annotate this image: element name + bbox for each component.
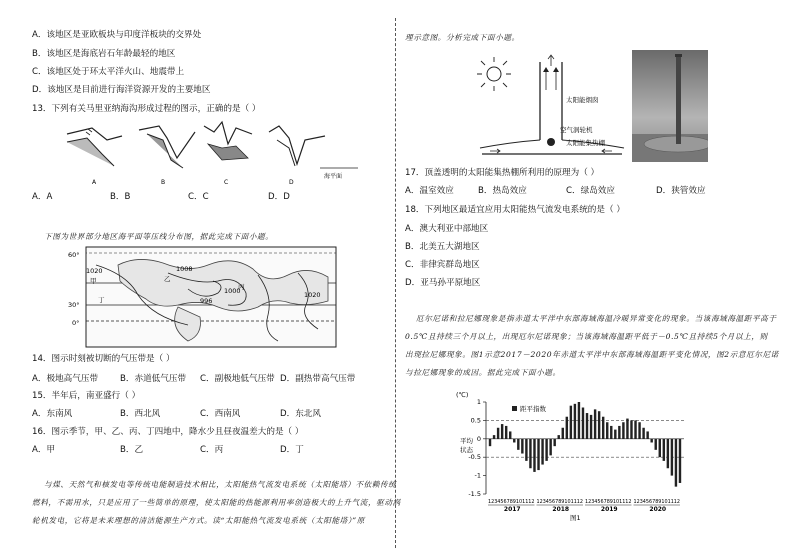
anomaly-bar bbox=[610, 426, 612, 439]
passage-left-line-1: 与煤、天然气和核发电等传统电能制造技术相比，太阳能热气流发电系统（太阳能塔）不依赖传统 bbox=[44, 480, 397, 489]
q17-option-a: A．温室效应 bbox=[405, 186, 454, 196]
anomaly-bar bbox=[574, 404, 576, 439]
map-lat-60: 60° bbox=[68, 251, 80, 259]
anomaly-bar bbox=[545, 439, 547, 461]
q13-label-c: C bbox=[224, 179, 229, 186]
question-13: 13．下列有关马里亚纳海沟形成过程的图示，正确的是（ ） bbox=[32, 104, 261, 114]
x-tick-months: 123456789101112 bbox=[585, 499, 632, 505]
q16-option-c: C．丙 bbox=[200, 445, 224, 455]
map-lat-30: 30° bbox=[68, 301, 80, 309]
isobar-map bbox=[68, 245, 338, 350]
solar-tower-diagram bbox=[472, 50, 632, 165]
map-isobar-996: 996 bbox=[200, 297, 213, 305]
anomaly-bar bbox=[646, 431, 648, 438]
question-17: 17．顶盖透明的太阳能集热棚所利用的原理为（ ） bbox=[405, 168, 600, 178]
q17-option-c: C．绿岛效应 bbox=[566, 186, 615, 196]
intro-continuation: 理示意图。分析完成下面小题。 bbox=[405, 33, 520, 42]
q13-option-a: A．A bbox=[32, 192, 53, 202]
anomaly-bar bbox=[659, 439, 661, 457]
q14-option-d: D．副热带高气压带 bbox=[280, 374, 356, 384]
anomaly-bar bbox=[517, 439, 519, 450]
label-solar-collector: 太阳能集热棚 bbox=[566, 139, 605, 147]
q13-diagram-c bbox=[204, 122, 252, 186]
anomaly-bar bbox=[655, 439, 657, 450]
anomaly-bar bbox=[553, 439, 555, 446]
map-isobar-1000: 1000 bbox=[224, 287, 241, 295]
anomaly-bar bbox=[606, 422, 608, 439]
anomaly-bar bbox=[562, 428, 564, 439]
q18-option-a: A．澳大利亚中部地区 bbox=[405, 224, 489, 234]
x-year-label: 2017 bbox=[503, 506, 521, 513]
q13-label-b: B bbox=[161, 179, 166, 186]
y-tick-label: -1.5 bbox=[468, 490, 481, 498]
solar-tower-photo bbox=[632, 50, 708, 162]
chart-year-labels bbox=[488, 505, 680, 513]
anomaly-bar bbox=[663, 439, 665, 461]
x-tick-months: 123456789101112 bbox=[536, 499, 583, 505]
passage-right-line-1: 厄尔尼诺和拉尼娜现象是指赤道太平洋中东部海域海温冷暖异常变化的现象。当该海域海温距平高于 bbox=[416, 314, 777, 323]
x-tick-months: 123456789101112 bbox=[633, 499, 680, 505]
y-tick-label: -0.5 bbox=[468, 453, 481, 462]
passage-left-line-2: 燃料，不需用水，只是应用了一些简单的原理，使太阳能的热能源利用率创造极大的上升气流，驱动涡 bbox=[32, 498, 401, 507]
anomaly-bar bbox=[489, 439, 491, 446]
anomaly-bar bbox=[529, 439, 531, 468]
y-tick-label: -1 bbox=[474, 471, 481, 480]
anomaly-bar bbox=[598, 411, 600, 439]
x-tick-months: 123456789101112 bbox=[488, 499, 535, 505]
q15-option-a: A．东南风 bbox=[32, 409, 73, 419]
column-divider bbox=[395, 18, 396, 548]
anomaly-bar bbox=[497, 428, 499, 439]
q18-option-d: D．亚马孙平原地区 bbox=[405, 278, 481, 288]
map-point-yi: 乙 bbox=[164, 275, 171, 283]
q16-option-d: D．丁 bbox=[280, 445, 304, 455]
y-tick-label: 1 bbox=[476, 398, 481, 406]
map-isobar-1008: 1008 bbox=[176, 265, 193, 273]
sun-icon bbox=[477, 57, 511, 91]
q13-option-b: B．B bbox=[110, 192, 131, 202]
chart-x-ticks bbox=[488, 499, 680, 505]
q12-option-c: C．该地区处于环太平洋火山、地震带上 bbox=[32, 67, 185, 77]
anomaly-bar bbox=[566, 417, 568, 439]
anomaly-bar bbox=[667, 439, 669, 468]
anomaly-bar bbox=[537, 439, 539, 470]
anomaly-bar bbox=[570, 406, 572, 439]
anomaly-bar bbox=[602, 417, 604, 439]
q18-option-b: B．北美五大湖地区 bbox=[405, 242, 480, 252]
chart-reference-lines bbox=[486, 420, 684, 457]
x-year-label: 2020 bbox=[649, 506, 667, 513]
x-year-label: 2018 bbox=[552, 506, 570, 513]
anomaly-bar bbox=[630, 420, 632, 438]
q14-option-b: B．赤道低气压带 bbox=[120, 374, 187, 384]
question-18: 18．下列地区最适宜应用太阳能热气流发电系统的是（ ） bbox=[405, 205, 625, 215]
anomaly-bar bbox=[614, 430, 616, 439]
q14-option-c: C．副极地低气压带 bbox=[200, 374, 275, 384]
sst-anomaly-chart bbox=[452, 388, 692, 523]
label-air-turbine: 空气涡轮机 bbox=[560, 126, 593, 134]
anomaly-bar bbox=[594, 409, 596, 438]
anomaly-bar bbox=[671, 439, 673, 476]
anomaly-bar bbox=[533, 439, 535, 472]
anomaly-bar bbox=[521, 439, 523, 454]
map-point-jia: 甲 bbox=[90, 277, 97, 285]
anomaly-bar bbox=[638, 422, 640, 439]
map-intro: 下图为世界部分地区海平面等压线分布图，据此完成下面小题。 bbox=[44, 232, 274, 241]
question-16: 16．图示季节，甲、乙、丙、丁四地中，降水少且昼夜温差大的是（ ） bbox=[32, 427, 304, 437]
anomaly-bar bbox=[505, 426, 507, 439]
anomaly-bar bbox=[675, 439, 677, 487]
q17-option-d: D．狭管效应 bbox=[656, 186, 706, 196]
chart-bars bbox=[489, 402, 681, 487]
q14-option-a: A．极地高气压带 bbox=[32, 374, 99, 384]
anomaly-bar bbox=[586, 413, 588, 439]
anomaly-bar bbox=[558, 435, 560, 439]
anomaly-bar bbox=[582, 408, 584, 439]
q13-figure bbox=[62, 118, 362, 190]
map-lat-0: 0° bbox=[72, 319, 80, 327]
q15-option-b: B．西北风 bbox=[120, 409, 161, 419]
anomaly-bar bbox=[525, 439, 527, 461]
passage-right-line-4: 与拉尼娜现象的成因。据此完成下面小题。 bbox=[405, 368, 561, 377]
x-year-label: 2019 bbox=[600, 506, 618, 513]
anomaly-bar bbox=[493, 435, 495, 439]
q13-label-a: A bbox=[92, 179, 97, 186]
anomaly-bar bbox=[590, 415, 592, 439]
q13-option-d: D．D bbox=[268, 192, 290, 202]
q16-option-b: B．乙 bbox=[120, 445, 144, 455]
passage-right-line-3: 出现拉尼娜现象。图1示意2017－2020年赤道太平洋中东部海域海温距平变化情况，图2示意厄尔尼诺 bbox=[405, 350, 779, 359]
q15-option-c: C．西南风 bbox=[200, 409, 241, 419]
anomaly-bar bbox=[513, 439, 515, 443]
chart-y-unit: (℃) bbox=[456, 391, 469, 399]
anomaly-bar bbox=[549, 439, 551, 456]
q13-diagram-b bbox=[139, 126, 195, 186]
anomaly-bar bbox=[650, 439, 652, 443]
anomaly-bar bbox=[679, 439, 681, 483]
q17-option-b: B．热岛效应 bbox=[478, 186, 527, 196]
normal-state-label-1: 平均 bbox=[460, 437, 473, 445]
chart-caption: 图1 bbox=[570, 514, 581, 522]
label-solar-chimney: 太阳能烟囱 bbox=[566, 96, 599, 104]
anomaly-bar bbox=[501, 424, 503, 439]
q16-option-a: A．甲 bbox=[32, 445, 56, 455]
q15-option-d: D．东北风 bbox=[280, 409, 321, 419]
q12-option-d: D．该地区是目前进行海洋资源开发的主要地区 bbox=[32, 85, 211, 95]
q13-diagram-d bbox=[269, 126, 325, 186]
y-tick-label: 0 bbox=[476, 434, 481, 443]
passage-right-line-2: 0.5℃且持续三个月以上，出现厄尔尼诺现象；当该海域海温距平低于－0.5℃且持续5个月以上，则 bbox=[405, 332, 768, 341]
chart-legend-label: 距平指数 bbox=[520, 405, 546, 413]
anomaly-bar bbox=[509, 431, 511, 438]
y-tick-label: 0.5 bbox=[470, 416, 481, 425]
anomaly-bar bbox=[634, 420, 636, 438]
normal-state-label-2: 状态 bbox=[460, 446, 473, 454]
anomaly-bar bbox=[642, 428, 644, 439]
passage-left-line-3: 轮机发电，它将是未来理想的清洁能源生产方式。读“太阳能热气流发电系统（太阳能塔）”原 bbox=[32, 516, 365, 525]
map-point-ding: 丁 bbox=[98, 296, 105, 304]
anomaly-bar bbox=[578, 402, 580, 439]
q12-option-a: A．该地区是亚欧板块与印度洋板块的交界处 bbox=[32, 30, 202, 40]
q13-diagram-a bbox=[67, 128, 122, 186]
q12-option-b: B．该地区是海底岩石年龄最轻的地区 bbox=[32, 49, 176, 59]
question-15: 15．半年后，南亚盛行（ ） bbox=[32, 391, 141, 401]
sea-level-label: 海平面 bbox=[324, 173, 343, 180]
map-isobar-1020-west: 1020 bbox=[86, 267, 103, 275]
anomaly-bar bbox=[618, 426, 620, 439]
q13-option-c: C．C bbox=[188, 192, 209, 202]
map-point-bing: 丙 bbox=[238, 283, 245, 291]
anomaly-bar bbox=[626, 419, 628, 439]
anomaly-bar bbox=[622, 422, 624, 439]
q18-option-c: C．非律宾群岛地区 bbox=[405, 260, 480, 270]
q13-label-d: D bbox=[289, 179, 294, 186]
anomaly-bar bbox=[541, 439, 543, 465]
question-14: 14．图示时刻被切断的气压带是（ ） bbox=[32, 354, 175, 364]
legend-swatch bbox=[512, 406, 517, 411]
map-isobar-1020-east: 1020 bbox=[304, 291, 321, 299]
